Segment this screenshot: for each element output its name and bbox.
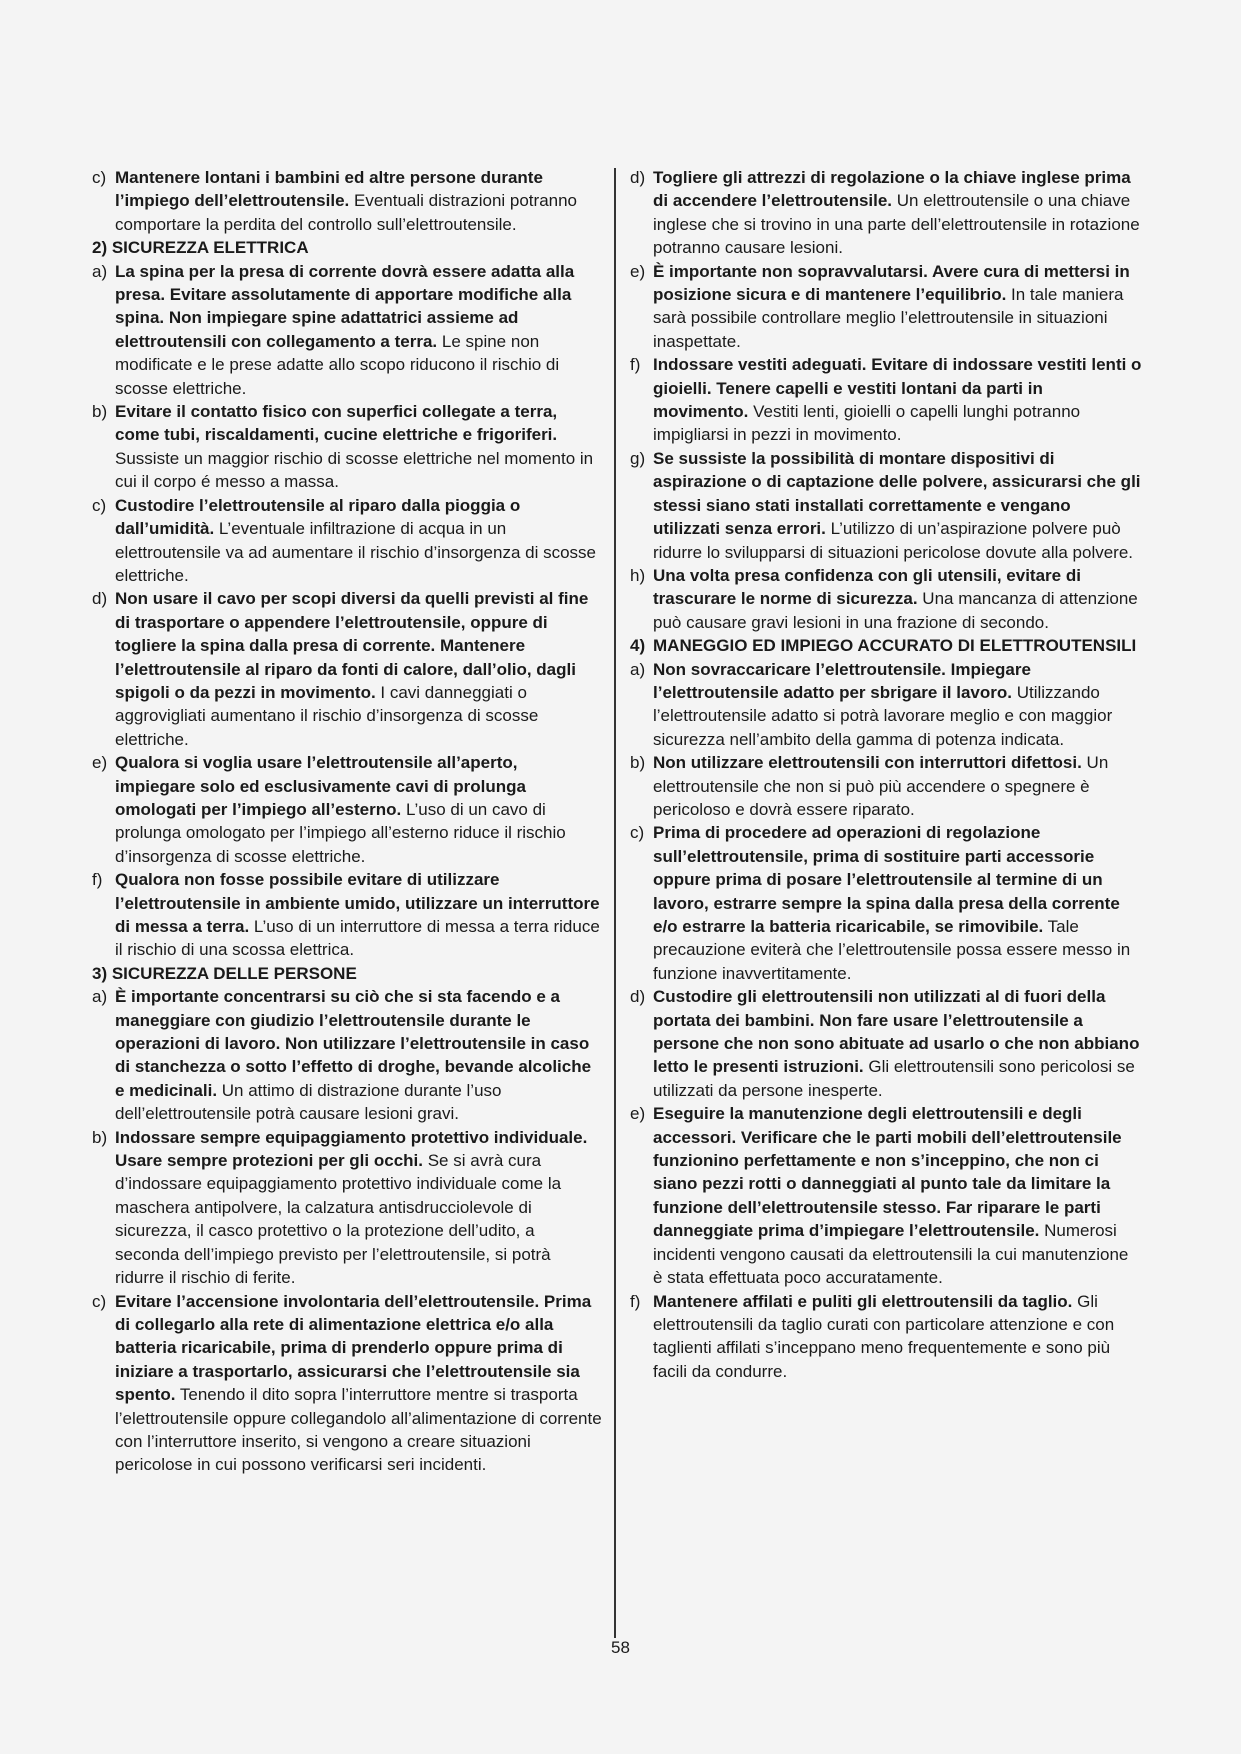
section-heading: 3) SICUREZZA DELLE PERSONE (92, 963, 357, 983)
item-label: a) (630, 659, 646, 679)
item-text: Una mancanza di attenzione può causare gravi lesioni in una frazione di secondo. (653, 589, 1138, 632)
heading-number: 4) (630, 636, 646, 656)
item-text: In tale maniera sarà possibile controllare meglio l’elettroutensile in situazioni inaspettate. (653, 285, 1124, 351)
list-item (630, 447, 1142, 564)
item-bold-text: Qualora non fosse possibile evitare di utilizzare l’elettroutensile in ambiente umido, utilizzare un interruttore di messa a terra. (115, 870, 600, 936)
list-item (630, 564, 1142, 634)
item-bold-text: Eseguire la manutenzione degli elettroutensili e degli accessori. Verificare che le parti mobili dell’elettroutensile funzionino perfettamente e non s’inceppino, che non ci siano pezzi rotti o danneggiati al punto tale da limitare la funzione dell’elettroutensile stesso. Far riparare le parti danneggiate prima d’impiegare l’elettroutensile. (653, 1104, 1122, 1241)
item-text: L’utilizzo di un’aspirazione polvere può ridurre lo svilupparsi di situazioni pericolose dovute alla polvere. (653, 519, 1134, 562)
list-item (92, 1290, 602, 1477)
section-heading (630, 634, 1142, 657)
item-label: e) (630, 1104, 646, 1124)
item-label: b) (92, 402, 108, 422)
item-bold-text: Mantenere lontani i bambini ed altre persone durante l’impiego dell’elettroutensile. (115, 168, 543, 211)
item-bold-text: Qualora si voglia usare l’elettroutensile all’aperto, impiegare solo ed esclusivamente cavi di prolunga omologati per l’impiego all’esterno. (115, 753, 526, 819)
item-text: Numerosi incidenti vengono causati da elettroutensili la cui manutenzione è stata effettuata poco accuratamente. (653, 1221, 1129, 1288)
right-column (630, 166, 1142, 1383)
item-text: Eventuali distrazioni potranno comportare la perdita del controllo sull’elettroutensile. (115, 191, 578, 234)
item-text: Un attimo di distrazione durante l’uso dell’elettroutensile potrà causare lesioni gravi. (115, 1080, 502, 1124)
item-label: c) (92, 168, 107, 187)
item-text: Utilizzando l’elettroutensile adatto si potrà lavorare meglio e con maggior sicurezza nell’ambito della gamma di potenza indicata. (653, 682, 1113, 749)
item-bold-text: Non usare il cavo per scopi diversi da quelli previsti al fine di trasportare o appendere l’elettroutensile, oppure di togliere la spina dalla presa di corrente. Mantenere l’elettroutensile al riparo da fonti di calore, dall’olio, dagli spigoli o da pezzi in movimento. (115, 589, 589, 702)
list-item (630, 985, 1142, 1102)
list-item (92, 1126, 602, 1290)
item-text: Sussiste un maggior rischio di scosse elettriche nel momento in cui il corpo é messo a massa. (115, 448, 594, 492)
list-item (92, 166, 602, 236)
item-label: c) (92, 495, 107, 515)
item-label: d) (630, 987, 646, 1007)
page-number: 58 (611, 1638, 630, 1657)
item-text: Tenendo il dito sopra l’interruttore mentre si trasporta l’elettroutensile oppure collegandolo all’alimentazione di corrente con l’interruttore inserito, si vengono a creare situazioni pericolose in cui possono verificarsi seri incidenti. (115, 1385, 602, 1475)
item-label: d) (92, 589, 108, 609)
item-text: L’eventuale infiltrazione di acqua in un elettroutensile va ad aumentare il rischio d’insorgenza di scosse elettriche. (115, 519, 596, 585)
list-item (630, 353, 1142, 447)
item-label: e) (92, 753, 108, 773)
item-text: Gli elettroutensili sono pericolosi se utilizzati da persone inesperte. (653, 1057, 1135, 1100)
item-bold-text: Una volta presa confidenza con gli utensili, evitare di trascurare le norme di sicurezza. (653, 565, 1081, 609)
item-bold-text: Non sovraccaricare l’elettroutensile. Impiegare l’elettroutensile adatto per sbrigare il lavoro. (653, 659, 1031, 702)
item-text: Le spine non modificate e le prese adatte allo scopo riducono il rischio di scosse elettriche. (115, 331, 560, 398)
item-bold-text: Indossare sempre equipaggiamento protettivo individuale. Usare sempre protezioni per gli occhi. (115, 1127, 588, 1171)
item-label: e) (630, 261, 646, 281)
item-bold-text: Mantenere affilati e puliti gli elettroutensili da taglio. (653, 1291, 1073, 1311)
item-text: Gli elettroutensili da taglio curati con particolare attenzione e con taglienti affilati s’inceppano meno frequentemente e sono più facili da condurre. (653, 1291, 1115, 1381)
item-label: d) (630, 168, 646, 187)
left-column (92, 166, 602, 1477)
item-text: Tale precauzione eviterà che l’elettroutensile possa essere messo in funzione inavvertitamente. (653, 917, 1131, 983)
heading-text: MANEGGIO ED IMPIEGO ACCURATO DI ELETTROUTENSILI (653, 636, 1137, 656)
item-bold-text: È importante non sopravvalutarsi. Avere cura di mettersi in posizione sicura e di mantenere l’equilibrio. (653, 261, 1130, 305)
item-label: g) (630, 448, 646, 468)
item-bold-text: Custodire gli elettroutensili non utilizzati al di fuori della portata dei bambini. Non fare usare l’elettroutensile a persone che non sono abituate ad usarlo o che non abbiano letto le presenti istruzioni. (653, 987, 1140, 1077)
list-item (630, 751, 1142, 821)
item-text: Vestiti lenti, gioielli o capelli lunghi potranno impigliarsi in pezzi in movimento. (653, 402, 1081, 445)
item-bold-text: Se sussiste la possibilità di montare dispositivi di aspirazione o di captazione delle polvere, assicurarsi che gli stessi siano stati installati correttamente e vengano utilizzati senza errori. (653, 448, 1141, 539)
item-text: L’uso di un cavo di prolunga omologato per l’impiego all’esterno riduce il rischio d’insorgenza di scosse elettriche. (115, 799, 566, 866)
list-item (630, 260, 1142, 354)
item-label: c) (92, 1291, 107, 1311)
list-item (92, 494, 602, 588)
item-bold-text: La spina per la presa di corrente dovrà essere adatta alla presa. Evitare assolutamente di apportare modifiche alla spina. Non impiegare spine adattatrici assieme ad elettroutensili con collegamento a terra. (115, 261, 575, 351)
item-text: L’uso di un interruttore di messa a terra riduce il rischio di una scossa elettrica. (115, 917, 600, 960)
item-label: f) (630, 1291, 641, 1311)
item-text: I cavi danneggiati o aggrovigliati aumentano il rischio d’insorgenza di scosse elettriche. (115, 682, 539, 749)
item-label: b) (630, 753, 646, 773)
item-text: Se si avrà cura d’indossare equipaggiamento protettivo individuale come la maschera antipolvere, la calzatura antisdrucciolevole di sicurezza, il casco protettivo o la protezione dell’udito, a seconda dell’impiego previsto per l’elettroutensile, si potrà ridurre il rischio di ferite. (115, 1151, 562, 1288)
item-bold-text: Evitare il contatto fisico con superfici collegate a terra, come tubi, riscaldamenti, cucine elettriche e frigoriferi. (115, 402, 558, 445)
item-label: c) (630, 823, 645, 843)
list-item (630, 1102, 1142, 1289)
item-bold-text: Indossare vestiti adeguati. Evitare di indossare vestiti lenti o gioielli. Tenere capelli e vestiti lontani da parti in movimento. (653, 355, 1142, 422)
item-bold-text: È importante concentrarsi su ciò che si sta facendo e a maneggiare con giudizio l’elettroutensile durante le operazioni di lavoro. Non utilizzare l’elettroutensile in caso di stanchezza o sotto l’effetto di droghe, bevande alcoliche e medicinali. (115, 987, 592, 1100)
item-label: a) (92, 987, 108, 1007)
item-bold-text: Prima di procedere ad operazioni di regolazione sull’elettroutensile, prima di sostituire parti accessorie oppure prima di posare l’elettroutensile al termine di un lavoro, estrarre sempre la spina dalla presa della corrente e/o estrarre la batteria ricaricabile, se rimovibile. (653, 823, 1120, 936)
list-item (630, 1290, 1142, 1384)
list-item (92, 587, 602, 751)
item-bold-text: Togliere gli attrezzi di regolazione o la chiave inglese prima di accendere l’elettroutensile. (653, 168, 1131, 211)
list-item (92, 400, 602, 494)
item-label: h) (630, 565, 646, 585)
list-item (92, 985, 602, 1125)
item-bold-text: Non utilizzare elettroutensili con interruttori difettosi. (653, 753, 1082, 773)
list-item (630, 166, 1142, 260)
item-text: Un elettroutensile o una chiave inglese che si trovino in una parte dell’elettroutensile in rotazione potranno causare lesioni. (653, 191, 1140, 258)
item-bold-text: Evitare l’accensione involontaria dell’elettroutensile. Prima di collegarlo alla rete di alimentazione elettrica e/o alla batteria ricaricabile, prima di prenderlo oppure prima di iniziare a trasportarlo, assicurarsi che l’elettroutensile sia spento. (115, 1291, 592, 1405)
list-item (92, 868, 602, 962)
item-label: f) (630, 355, 641, 375)
item-label: f) (92, 870, 103, 890)
column-divider (614, 168, 616, 1638)
list-item (630, 821, 1142, 985)
section-heading: 2) SICUREZZA ELETTRICA (92, 238, 309, 258)
list-item (92, 751, 602, 868)
list-item (630, 658, 1142, 752)
item-text: Un elettroutensile che non si può più accendere o spegnere è pericoloso e dovrà essere riparato. (653, 753, 1109, 819)
item-label: b) (92, 1127, 108, 1147)
list-item (92, 260, 602, 400)
item-label: a) (92, 261, 108, 281)
item-bold-text: Custodire l’elettroutensile al riparo dalla pioggia o dall’umidità. (115, 495, 521, 539)
